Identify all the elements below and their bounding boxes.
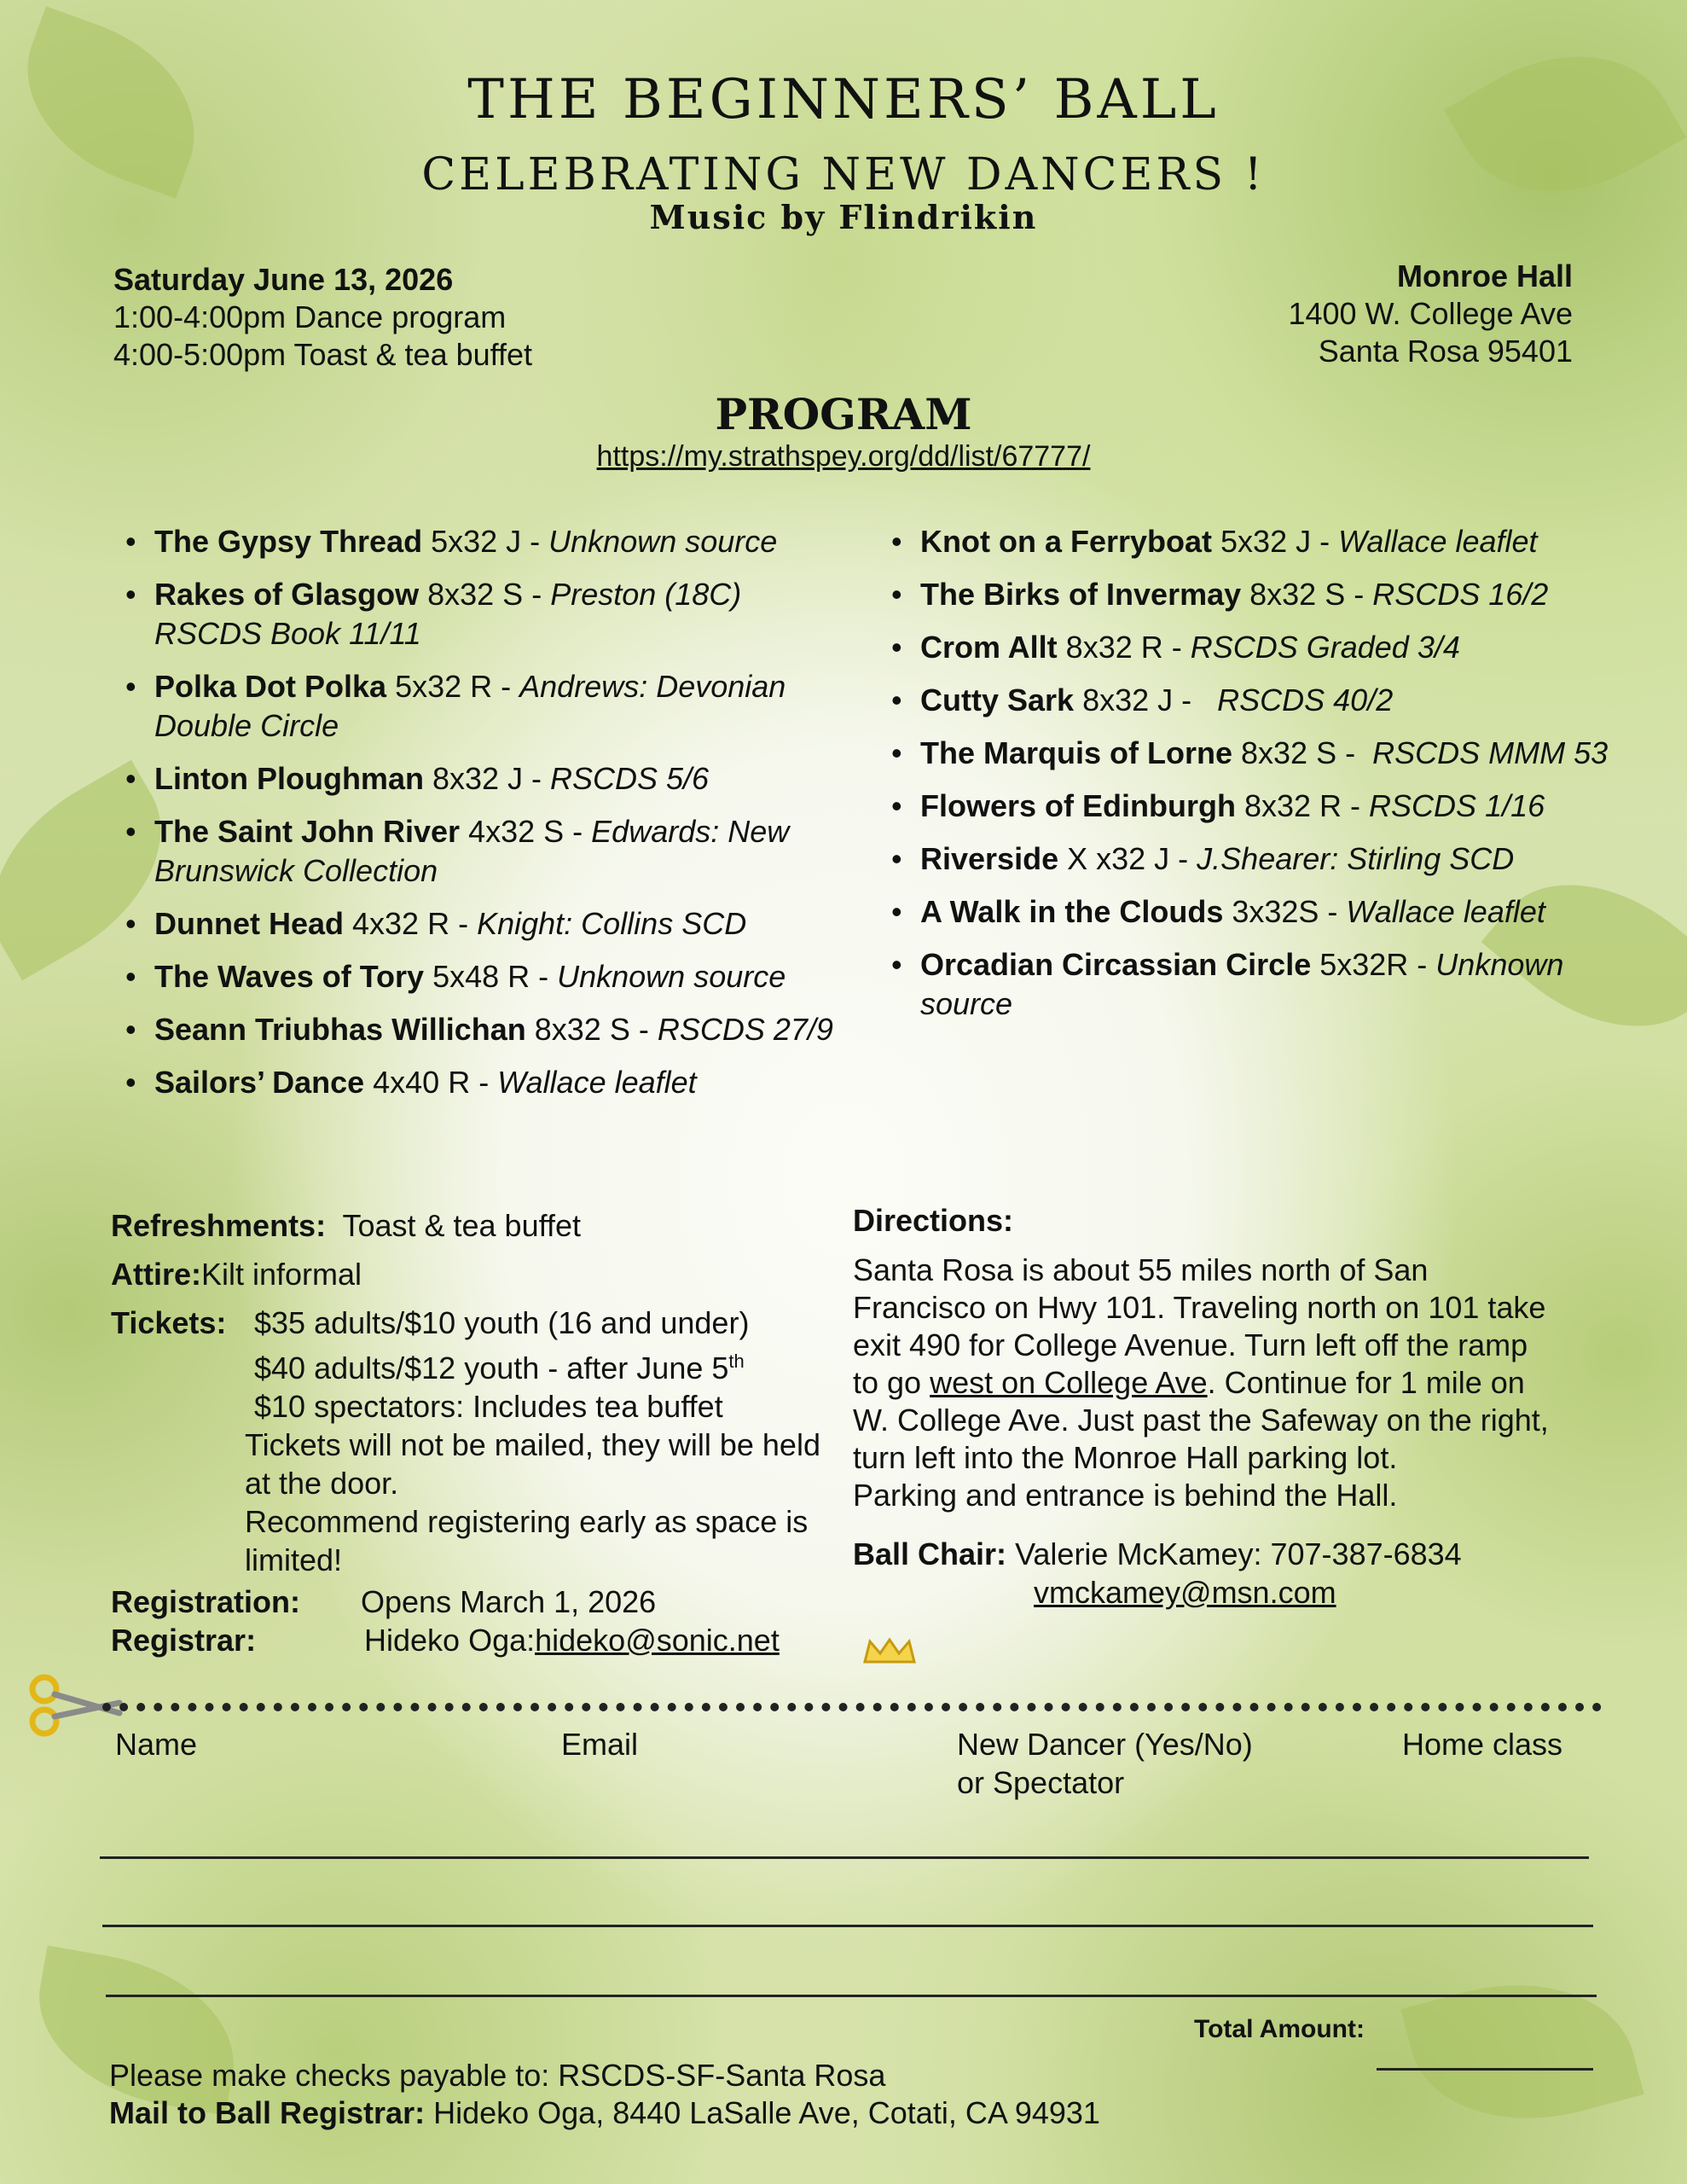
dance-source: Wallace leaflet (1338, 524, 1538, 559)
dance-source: RSCDS 40/2 (1217, 682, 1394, 717)
attire-value: Kilt informal (201, 1257, 362, 1292)
dance-source: Unknown source (548, 524, 778, 559)
venue-address2: Santa Rosa 95401 (1318, 334, 1573, 369)
dance-item (122, 812, 855, 891)
ball-chair-value: Valerie McKamey: 707-387-6834 (1015, 1536, 1462, 1571)
dance-item (122, 522, 855, 561)
dance-name: Seann Triubhas Willichan (154, 1012, 526, 1047)
registration-value: Opens March 1, 2026 (361, 1584, 657, 1619)
mail-label: Mail to Ball Registrar: (109, 2095, 426, 2130)
form-col-homeclass: Home class (1402, 1727, 1563, 1762)
directions-parking: Parking and entrance is behind the Hall. (853, 1478, 1398, 1513)
dance-name: Linton Ploughman (154, 761, 424, 796)
form-entry-line-2[interactable] (102, 1925, 1593, 1927)
tickets-label: Tickets: (111, 1305, 227, 1340)
form-col-newdancer: New Dancer (Yes/No) or Spectator (957, 1727, 1253, 1800)
dance-list-right (888, 522, 1621, 1037)
dance-details: 8x32 J - (1074, 682, 1218, 717)
form-col-name: Name (115, 1727, 198, 1762)
registrar-email-link[interactable]: hideko@sonic.net (535, 1623, 780, 1658)
dance-details: 8x32 R - (1235, 788, 1370, 823)
dance-details: 8x32 S - (1232, 735, 1373, 770)
dance-source: RSCDS Graded 3/4 (1190, 630, 1460, 665)
dance-source: Wallace leaflet (1346, 894, 1545, 929)
refreshments-value: Toast & tea buffet (342, 1208, 581, 1243)
dance-item (122, 575, 855, 653)
dance-details: X x32 J - (1058, 841, 1197, 876)
form-entry-line-1[interactable] (100, 1856, 1589, 1859)
refreshments-label: Refreshments: (111, 1208, 327, 1243)
form-entry-line-3[interactable] (106, 1995, 1597, 1997)
dance-name: Dunnet Head (154, 906, 345, 941)
dance-name: Crom Allt (920, 630, 1058, 665)
dance-name: Rakes of Glasgow (154, 577, 420, 612)
dance-item (888, 892, 1621, 932)
total-amount-field[interactable] (1377, 2068, 1593, 2071)
dance-name: Flowers of Edinburgh (920, 788, 1236, 823)
dance-source: RSCDS MMM 53 (1372, 735, 1609, 770)
tickets-note-2: Recommend registering early as space is limited! (245, 1504, 809, 1577)
music-credit: Music by Flindrikin (649, 198, 1038, 236)
dance-name: The Saint John River (154, 814, 461, 849)
dance-name: Knot on a Ferryboat (920, 524, 1213, 559)
dance-item (122, 759, 855, 799)
dance-details: 8x32 S - (1241, 577, 1373, 612)
payable-note: Please make checks payable to: RSCDS-SF-Santa Rosa (109, 2058, 886, 2093)
mail-address: Hideko Oga, 8440 LaSalle Ave, Cotati, CA 94931 (425, 2095, 1100, 2130)
cut-line (102, 1703, 1602, 1711)
venue-name: Monroe Hall (1396, 258, 1573, 293)
dance-details: 8x32 J - (423, 761, 551, 796)
dance-source: J.Shearer: Stirling SCD (1197, 841, 1515, 876)
dance-name: Riverside (920, 841, 1059, 876)
dance-item (122, 1063, 855, 1102)
dance-name: The Waves of Tory (154, 959, 425, 994)
directions-section (853, 1201, 1561, 1612)
dance-name: The Marquis of Lorne (920, 735, 1233, 770)
event-title: THE BEGINNERS’ BALL (467, 68, 1220, 131)
dance-source: Unknown source (557, 959, 786, 994)
form-col-email: Email (561, 1727, 639, 1762)
dance-details: 5x32 J - (1212, 524, 1339, 559)
directions-label: Directions: (853, 1203, 1014, 1238)
mail-to (109, 2094, 1100, 2132)
program-title: PROGRAM (715, 389, 972, 439)
registration-label: Registration: (111, 1584, 301, 1619)
dance-item (888, 522, 1621, 561)
dance-item (122, 667, 855, 746)
dance-item (888, 839, 1621, 879)
dance-item (888, 787, 1621, 826)
event-date: Saturday June 13, 2026 (113, 262, 454, 297)
dance-name: Cutty Sark (920, 682, 1075, 717)
crown-icon (861, 1636, 918, 1667)
event-venue (1288, 258, 1573, 370)
tickets-price-3: $10 spectators: Includes tea buffet (254, 1389, 723, 1424)
tickets-note-1: Tickets will not be mailed, they will be held at the door. (245, 1427, 820, 1501)
dance-item (888, 575, 1621, 614)
dance-details: 5x32R - (1311, 947, 1436, 982)
dance-details: 5x32 J - (422, 524, 549, 559)
program-url-link[interactable]: https://my.strathspey.org/dd/list/67777/ (596, 440, 1091, 473)
dance-item (122, 1010, 855, 1049)
dance-name: Polka Dot Polka (154, 669, 387, 704)
dance-details: 4x40 R - (364, 1065, 498, 1100)
dance-source: RSCDS 27/9 (657, 1012, 833, 1047)
dance-details: 5x32 R - (386, 669, 520, 704)
dance-name: A Walk in the Clouds (920, 894, 1224, 929)
event-time-tea: 4:00-5:00pm Toast & tea buffet (113, 337, 533, 372)
dance-details: 4x32 R - (344, 906, 478, 941)
venue-address1: 1400 W. College Ave (1288, 296, 1573, 331)
dance-source: Unknown source (920, 947, 1564, 1021)
total-amount-label: Total Amount: (1194, 2015, 1365, 2043)
dance-details: 8x32 S - (419, 577, 551, 612)
dance-source: RSCDS 16/2 (1372, 577, 1549, 612)
dance-source: Andrews: Devonian Double Circle (154, 669, 786, 743)
event-time-dance: 1:00-4:00pm Dance program (113, 299, 507, 334)
dance-details: 4x32 S - (460, 814, 592, 849)
tickets-price-1: $35 adults/$10 youth (16 and under) (254, 1305, 750, 1340)
dance-details: 3x32S - (1223, 894, 1347, 929)
registrar-name: Hideko Oga: (364, 1623, 536, 1658)
dance-item (122, 957, 855, 996)
dance-source: Knight: Collins SCD (477, 906, 747, 941)
dance-item (888, 628, 1621, 667)
dance-name: Sailors’ Dance (154, 1065, 365, 1100)
dance-source: RSCDS 5/6 (550, 761, 710, 796)
dance-list-left (122, 522, 855, 1116)
dance-details: 8x32 S - (525, 1012, 658, 1047)
dance-item (122, 904, 855, 944)
ball-chair-email-link[interactable]: vmckamey@msn.com (1034, 1575, 1336, 1610)
dance-name: The Gypsy Thread (154, 524, 423, 559)
directions-link[interactable]: west on College Ave (930, 1365, 1208, 1400)
event-subtitle: CELEBRATING NEW DANCERS ! (421, 149, 1266, 200)
ball-chair-label: Ball Chair: (853, 1536, 1007, 1571)
dance-details: 8x32 R - (1057, 630, 1191, 665)
dance-name: The Birks of Invermay (920, 577, 1242, 612)
dance-source: Preston (18C) RSCDS Book 11/11 (154, 577, 742, 651)
attire-label: Attire: (111, 1257, 201, 1292)
tickets-price-2: $40 adults/$12 youth - after June 5th (254, 1350, 745, 1385)
event-datetime (113, 261, 532, 374)
dance-source: Wallace leaflet (497, 1065, 697, 1100)
dance-source: RSCDS 1/16 (1369, 788, 1545, 823)
directions-text: Santa Rosa is about 55 miles north of San Francisco on Hwy 101. Traveling north on 101 take exit 490 for College Avenue. Turn left off the ramp to go west on College Ave. Continue for 1 mile on W. College Ave. Just past the Safeway on the right, turn left into the Monroe Hall parking lot. (853, 1252, 1549, 1475)
dance-item (888, 681, 1621, 720)
event-info (111, 1206, 844, 1659)
dance-name: Orcadian Circassian Circle (920, 947, 1312, 982)
dance-details: 5x48 R - (424, 959, 558, 994)
registrar-label: Registrar: (111, 1623, 257, 1658)
dance-item (888, 945, 1621, 1024)
dance-source: Edwards: New Brunswick Collection (154, 814, 790, 888)
dance-item (888, 734, 1621, 773)
